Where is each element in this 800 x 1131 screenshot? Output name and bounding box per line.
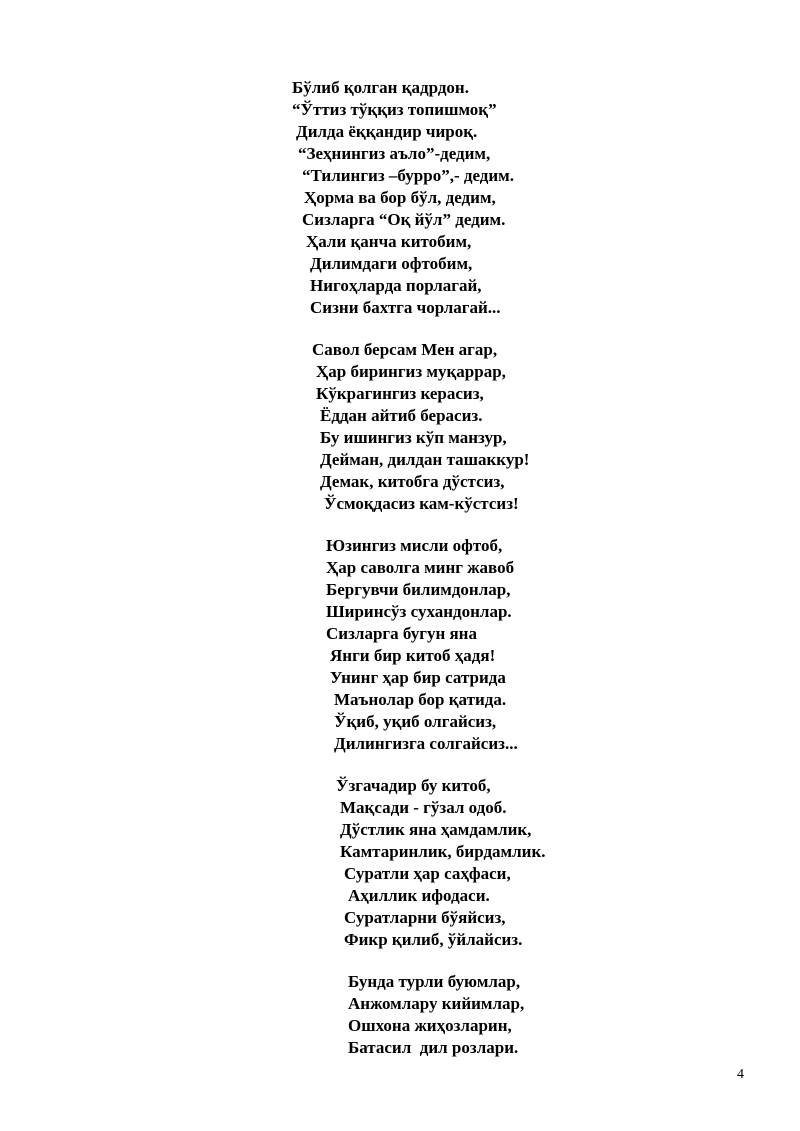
poem-line: Ҳар бирингиз муқаррар, <box>316 362 506 381</box>
poem-line: Ўзгачадир бу китоб, <box>336 776 491 795</box>
poem-line: Маънолар бор қатида. <box>334 690 507 709</box>
page-number: 4 <box>737 1067 744 1082</box>
poem-line: “Тилингиз –бурро”,- дедим. <box>302 166 515 185</box>
poem-line: Сизни бахтга чорлагай... <box>310 298 501 317</box>
poem-line: Батасил дил розлари. <box>348 1038 519 1057</box>
poem-line: Нигоҳларда порлагай, <box>310 276 482 295</box>
poem-line: Демак, китобга дўстсиз, <box>320 472 505 491</box>
poem-line: Дилингизга солгайсиз... <box>334 734 518 753</box>
poem-line: Суратли ҳар саҳфаси, <box>344 864 511 883</box>
poem-line: Камтаринлик, бирдамлик. <box>340 842 546 861</box>
poem-line: Ёддан айтиб берасиз. <box>320 406 483 425</box>
poem-line: Кўкрагингиз керасиз, <box>316 384 484 403</box>
poem-line: Савол берсам Мен агар, <box>312 340 498 359</box>
poem-line: Янги бир китоб ҳадя! <box>330 646 496 665</box>
poem-line: Ўқиб, уқиб олгайсиз, <box>334 712 497 731</box>
poem-line: Дилимдаги офтобим, <box>310 254 473 273</box>
poem-line: Ҳорма ва бор бўл, дедим, <box>304 188 496 207</box>
poem-line: Ошхона жиҳозларин, <box>348 1016 512 1035</box>
poem-line: Ширинсўз сухандонлар. <box>326 602 512 621</box>
poem-line: Сизларга бугун яна <box>326 624 477 643</box>
poem-line: Сизларга “Оқ йўл” дедим. <box>302 210 506 229</box>
poem-line: Суратларни бўяйсиз, <box>344 908 506 927</box>
poem-line: Анжомлару кийимлар, <box>348 994 525 1013</box>
poem-line: “Ўттиз тўққиз топишмоқ” <box>292 100 497 119</box>
poem-line: Дўстлик яна ҳамдамлик, <box>340 820 532 839</box>
poem-line: Дилда ёққандир чироқ. <box>296 122 478 141</box>
poem-line: “Зеҳнингиз аъло”-дедим, <box>298 144 491 163</box>
poem-line: Мақсади - гўзал одоб. <box>340 798 507 817</box>
poem-line: Бергувчи билимдонлар, <box>326 580 511 599</box>
poem-line: Унинг ҳар бир сатрида <box>330 668 506 687</box>
poem-line: Юзингиз мисли офтоб, <box>326 536 503 555</box>
poem-line: Ҳар саволга минг жавоб <box>326 558 515 577</box>
poem-line: Бўлиб қолган қадрдон. <box>292 78 469 97</box>
poem-line: Фикр қилиб, ўйлайсиз. <box>344 930 523 949</box>
poem-line: Ўсмоқдасиз кам-кўстсиз! <box>324 494 519 513</box>
poem-line: Ҳали қанча китобим, <box>306 232 472 251</box>
poem-line: Дейман, дилдан ташаккур! <box>320 450 530 469</box>
poem-line: Аҳиллик ифодаси. <box>348 886 490 905</box>
poem-line: Бу ишингиз кўп манзур, <box>320 428 507 447</box>
poem-line: Бунда турли буюмлар, <box>348 972 521 991</box>
